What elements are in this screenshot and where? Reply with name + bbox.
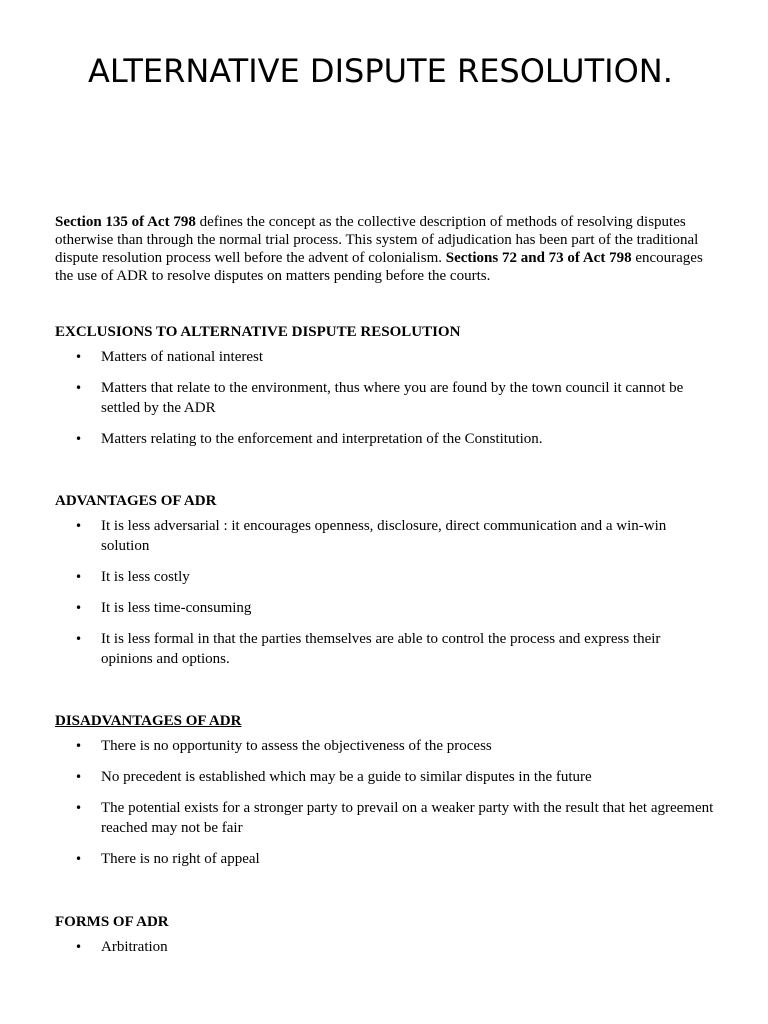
- bullet-icon: •: [75, 350, 83, 364]
- section-heading-forms: FORMS OF ADR: [55, 914, 169, 930]
- list-item-text: It is less adversarial : it encourages openness, disclosure, direct communication and a win-win solution: [101, 518, 667, 554]
- intro-sections-reference: Sections 72 and 73 of Act 798: [445, 250, 632, 266]
- document-title: ALTERNATIVE DISPUTE RESOLUTION.: [88, 52, 673, 90]
- list-item: [55, 937, 715, 957]
- list-item-text: Arbitration: [101, 939, 168, 955]
- section-exclusions: [55, 323, 715, 449]
- list-item: [55, 429, 715, 449]
- disadvantages-list: [55, 736, 715, 869]
- list-item: [55, 347, 715, 367]
- list-item: [55, 378, 715, 418]
- forms-list: [55, 937, 715, 957]
- list-item-text: It is less formal in that the parties themselves are able to control the process and express their opinions and options.: [101, 631, 661, 667]
- intro-act-reference: Section 135 of Act 798: [55, 214, 196, 230]
- list-item: [55, 849, 715, 869]
- section-forms: [55, 913, 715, 957]
- section-advantages: [55, 492, 715, 669]
- list-item-text: The potential exists for a stronger party to prevail on a weaker party with the result that het agreement reached may not be fair: [101, 800, 714, 836]
- exclusions-list: [55, 347, 715, 449]
- bullet-icon: •: [75, 381, 83, 395]
- bullet-icon: •: [75, 519, 83, 533]
- intro-paragraph: [55, 213, 715, 285]
- list-item-text: Matters that relate to the environment, thus where you are found by the town council it cannot be settled by the ADR: [101, 380, 684, 416]
- list-item-text: Matters relating to the enforcement and interpretation of the Constitution.: [101, 431, 543, 447]
- list-item: [55, 516, 715, 556]
- list-item: [55, 567, 715, 587]
- intro-text-2: encourages the use of ADR to resolve disputes on matters pending before the courts.: [55, 250, 703, 284]
- bullet-icon: •: [75, 770, 83, 784]
- intro-text-1: defines the concept as the collective description of methods of resolving disputes otherwise than through the normal trial process. This system of adjudication has been part of the traditional dispute resolution process well before the advent of colonialism.: [55, 214, 699, 266]
- list-item-text: There is no opportunity to assess the objectiveness of the process: [101, 738, 492, 754]
- list-item-text: It is less costly: [101, 569, 190, 585]
- section-heading-disadvantages: DISADVANTAGES OF ADR: [55, 713, 242, 729]
- list-item: [55, 767, 715, 787]
- list-item-text: It is less time-consuming: [101, 600, 252, 616]
- bullet-icon: •: [75, 801, 83, 815]
- bullet-icon: •: [75, 940, 83, 954]
- list-item: [55, 736, 715, 756]
- section-disadvantages: [55, 712, 715, 869]
- bullet-icon: •: [75, 570, 83, 584]
- section-heading-advantages: ADVANTAGES OF ADR: [55, 493, 217, 509]
- list-item: [55, 629, 715, 669]
- list-item-text: Matters of national interest: [101, 349, 264, 365]
- section-heading-exclusions: EXCLUSIONS TO ALTERNATIVE DISPUTE RESOLUTION: [55, 324, 461, 340]
- list-item-text: There is no right of appeal: [101, 851, 260, 867]
- list-item-text: No precedent is established which may be a guide to similar disputes in the future: [101, 769, 592, 785]
- list-item: [55, 598, 715, 618]
- bullet-icon: •: [75, 432, 83, 446]
- bullet-icon: •: [75, 852, 83, 866]
- list-item: [55, 798, 715, 838]
- bullet-icon: •: [75, 739, 83, 753]
- bullet-icon: •: [75, 601, 83, 615]
- bullet-icon: •: [75, 632, 83, 646]
- advantages-list: [55, 516, 715, 669]
